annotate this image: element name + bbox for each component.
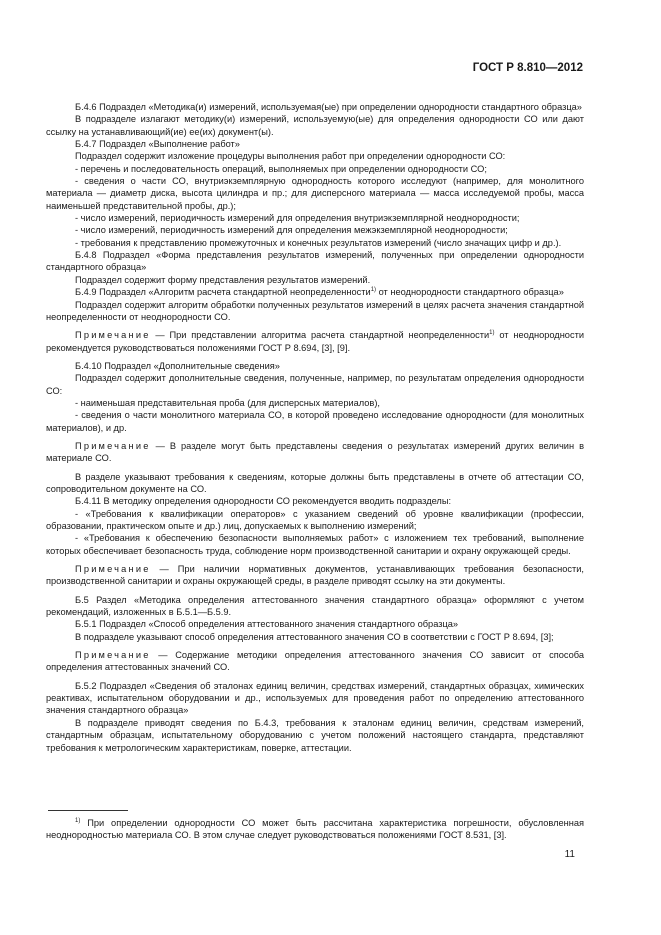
list-item: - «Требования к обеспечению безопасности выполняемых работ» с изложением тех требований, выполнение которых обеспечивает безопасность труда, соблюдение норм производственной санитарии и охрану окружающей среды.: [46, 533, 584, 556]
note-label: Примечание: [75, 650, 151, 661]
section-b47-heading: Б.4.7 Подраздел «Выполнение работ»: [75, 139, 240, 150]
list-item: - перечень и последовательность операций, выполняемых при определении однородности СО;: [75, 163, 487, 174]
footnote-mark: 1): [75, 818, 81, 824]
section-b46-text: В подразделе излагают методику(и) измерений, используемую(ые) для определения однородности СО или дают ссылку на устанавливающий(ие) ее(их) документ(ы).: [46, 114, 584, 137]
footnote: [46, 817, 584, 842]
section-b410-text: Подраздел содержит дополнительные сведения, полученные, например, по результатам определения однородности СО:: [46, 373, 584, 396]
note-label: Примечание: [75, 440, 151, 451]
note-4-text: — Содержание методики определения аттестованного значения СО зависит от способа определения аттестованных значений СО.: [46, 650, 584, 673]
list-item: - «Требования к квалификации операторов» с указанием сведений об уровне квалификации (профессии, образовании, практическом опыте и др.) лиц, допускаемых к выполнению измерений;: [46, 508, 584, 531]
footnote-ref: 1): [489, 330, 495, 337]
section-b410-heading: Б.4.10 Подраздел «Дополнительные сведения»: [75, 360, 280, 371]
page-number: 11: [564, 849, 575, 860]
list-item: - число измерений, периодичность измерений для определения межэкземплярной неоднородности;: [75, 225, 508, 236]
list-item: - требования к представлению промежуточных и конечных результатов измерений (число значащих цифр и др.).: [75, 237, 562, 248]
section-b51-text: В подразделе указывают способ определения аттестованного значения СО в соответствии с ГОСТ Р 8.694, [3];: [75, 631, 554, 642]
list-item: - сведения о части СО, внутриэкземплярную однородность которого исследуют (например, для монолитного материала — диаметр диска, высота цилиндра и пр.; для дисперсного материала — масса исследуемой пробы, масса наименьшей представительной пробы, др.);: [46, 176, 584, 211]
section-b410-text2: В разделе указывают требования к сведениям, которые должны быть представлены в отчете об аттестации СО, сопроводительном документе на СО.: [46, 471, 584, 494]
note-label: Примечание: [75, 564, 151, 575]
note-1-text-b: от неоднородности рекомендуется руководствоваться положениями ГОСТ Р 8.694, [3], [9].: [46, 330, 584, 353]
section-b51-heading: Б.5.1 Подраздел «Способ определения аттестованного значения стандартного образца»: [75, 619, 459, 630]
section-b49-heading-b: от неоднородности стандартного образца»: [376, 287, 564, 298]
section-b49-heading: [46, 286, 584, 298]
document-id-header: ГОСТ Р 8.810—2012: [472, 62, 583, 74]
page-body: [46, 101, 584, 754]
list-item: - число измерений, периодичность измерений для определения внутриэкземплярной неоднородности;: [75, 213, 520, 224]
section-b48-text: Подраздел содержит форму представления результатов измерений.: [75, 274, 371, 285]
section-b49-text: Подраздел содержит алгоритм обработки полученных результатов измерений в целях расчета значения стандартной неопределенности от неоднородности СО.: [46, 299, 584, 322]
note-4: [46, 649, 584, 674]
note-label: Примечание: [75, 330, 151, 341]
note-1-text-a: — При представлении алгоритма расчета стандартной неопределенности: [150, 330, 490, 341]
note-2: [46, 440, 584, 465]
section-b52-heading: Б.5.2 Подраздел «Сведения об эталонах единиц величин, средствах измерений, стандартных образцах, химических реактивах, испытательном оборудовании и др., используемых для проведения работ по определению аттестованного значения стандартного образца»: [46, 680, 584, 716]
note-1: [46, 329, 584, 354]
section-b46-heading: Б.4.6 Подраздел «Методика(и) измерений, используемая(ые) при определении однородности стандартного образца»: [75, 102, 582, 112]
section-b47-text: Подраздел содержит изложение процедуры выполнения работ при определении однородности СО:: [75, 151, 506, 162]
note-3-text: — При наличии нормативных документов, устанавливающих требования безопасности, производственной санитарии и охраны окружающей среды, в разделе приводят ссылку на эти документы.: [46, 564, 584, 587]
section-b411-heading: Б.4.11 В методику определения однородности СО рекомендуется вводить подразделы:: [75, 496, 452, 507]
footnote-ref: 1): [370, 287, 377, 294]
section-b52-text: В подразделе приводят сведения по Б.4.3, требования к эталонам единиц величин, средствам измерений, стандартным образцам, испытательному оборудованию с учетом положений настоящего стандарта, представляют требования к метрологическим характеристикам, поверке, аттестации.: [46, 717, 584, 753]
section-b48-heading: Б.4.8 Подраздел «Форма представления результатов измерений, полученных при определении однородности стандартного образца»: [46, 250, 584, 273]
note-2-text: — В разделе могут быть представлены сведения о результатах измерений других величин в материале СО.: [46, 440, 584, 464]
list-item: - наименьшая представительная проба (для дисперсных материалов),: [75, 397, 380, 408]
footnote-divider: [48, 810, 128, 811]
section-b49-heading-a: Б.4.9 Подраздел «Алгоритм расчета стандартной неопределенности: [75, 287, 371, 298]
list-item: - сведения о части монолитного материала СО, в которой проведено исследование однородности (для монолитных материалов), и др.: [46, 410, 584, 433]
note-3: [46, 563, 584, 588]
section-b5-heading: Б.5 Раздел «Методика определения аттестованного значения стандартного образца» оформляют с учетом рекомендаций, изложенных в Б.5.1—Б.5.9.: [46, 594, 584, 618]
footnote-text: При определении однородности СО может быть рассчитана характеристика погрешности, обусловленная неоднородностью материала СО. В этом случае следует руководствоваться положениями ГОСТ 8.531, [3].: [46, 818, 584, 841]
